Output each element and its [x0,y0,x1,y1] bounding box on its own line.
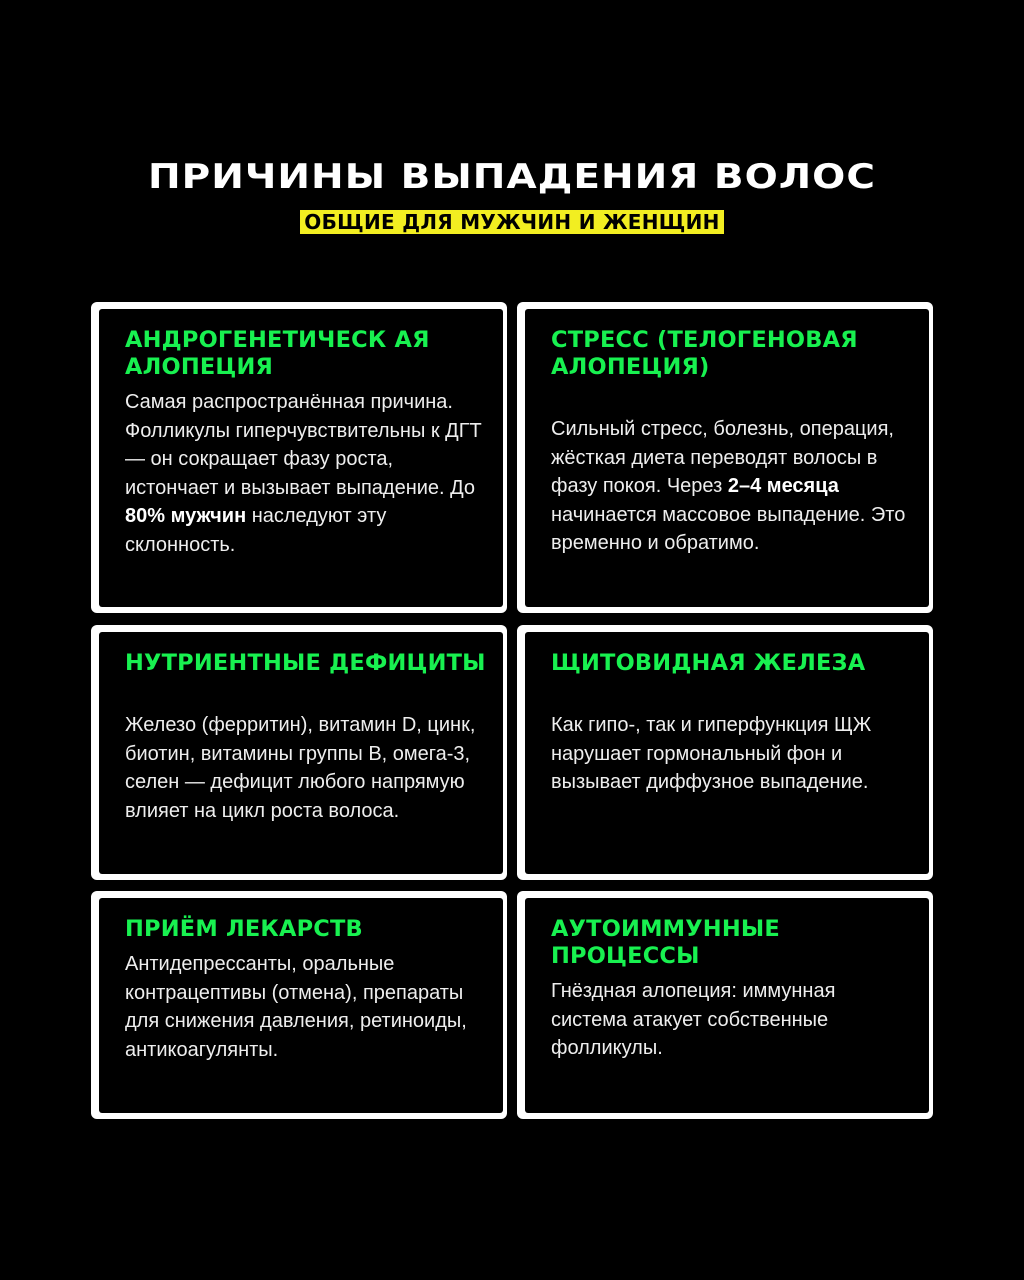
card-text: Гнёздная алопеция: иммунная система атакует собственные фолликулы. [551,980,836,1059]
card-panel [525,632,929,874]
card-text-bold: 80% мужчин [125,505,247,527]
card-stress-telogen [517,302,933,613]
card-title: ЩИТОВИДНАЯ ЖЕЛЕЗА [551,650,866,676]
card-nutrient-deficits [91,625,507,880]
page-title: ПРИЧИНЫ ВЫПАДЕНИЯ ВОЛОС [148,158,876,197]
card-text: Антидепрессанты, оральные контрацептивы (отмена), препараты для снижения давления, ретиноиды, антикоагулянты. [125,953,467,1061]
card-panel [99,309,503,607]
card-panel [99,632,503,874]
card-title: НУТРИЕНТНЫЕ ДЕФИЦИТЫ [125,650,486,676]
card-panel [525,898,929,1113]
card-text: Как гипо-, так и гиперфункция ЩЖ нарушает гормональный фон и вызывает диффузное выпадение. [551,714,872,793]
card-panel [525,309,929,607]
card-thyroid [517,625,933,880]
card-autoimmune [517,891,933,1119]
card-text [551,415,915,558]
card-text-part: Сильный стресс, болезнь, операция, жёсткая диета переводят волосы в фазу покоя. Через [551,418,894,497]
card-text: Железо (ферритин), витамин D, цинк, биотин, витамины группы B, омега-3, селен — дефицит любого напрямую влияет на цикл роста волоса. [125,714,476,822]
card-medications [91,891,507,1119]
card-title: СТРЕСС (ТЕЛОГЕНОВАЯ АЛОПЕЦИЯ) [551,327,858,380]
card-text-bold: 2–4 месяца [727,475,839,497]
subtitle-container [0,210,1024,234]
card-androgenetic-alopecia [91,302,507,613]
card-title: АУТОИММУННЫЕ ПРОЦЕССЫ [551,916,780,969]
card-text-part: Самая распространённая причина. Фолликулы гиперчувствительны к ДГТ — он сокращает фазу роста, истончает и вызывает выпадение. До [125,391,482,499]
page-subtitle: ОБЩИЕ ДЛЯ МУЖЧИН И ЖЕНЩИН [300,210,723,234]
card-title: АНДРОГЕНЕТИЧЕСК АЯ АЛОПЕЦИЯ [125,327,430,380]
card-panel [99,898,503,1113]
card-text [125,388,489,559]
card-text-part: начинается массовое выпадение. Это временно и обратимо. [551,503,906,554]
card-title: ПРИЁМ ЛЕКАРСТВ [125,916,363,942]
card-text-part: наследуют эту склонность. [125,505,387,556]
